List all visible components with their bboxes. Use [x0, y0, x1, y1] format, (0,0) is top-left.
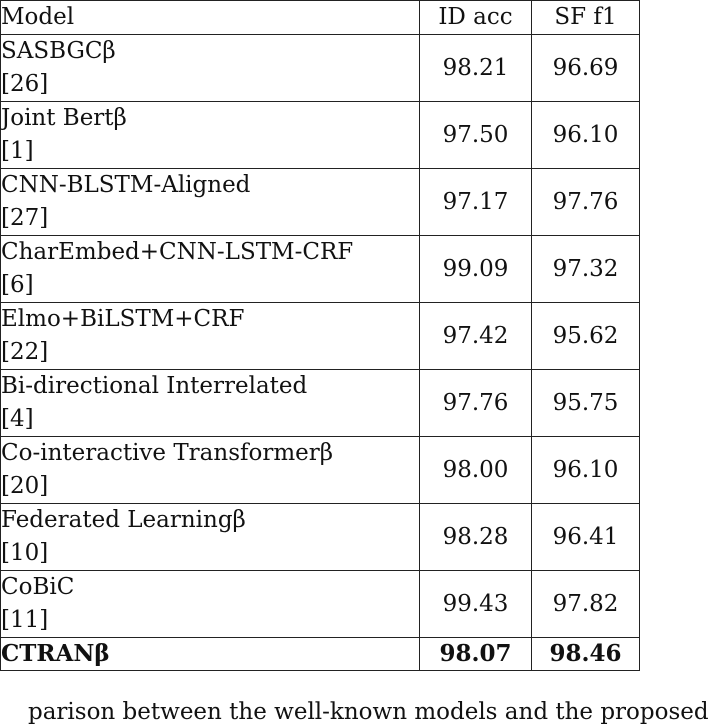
proposed-sf-f1-cell: 98.46	[532, 638, 640, 671]
id-acc-cell: 98.00	[420, 437, 532, 504]
model-name: Elmo+BiLSTM+CRF	[1, 306, 245, 332]
table-row	[1, 102, 640, 169]
model-cell	[1, 370, 420, 437]
model-name: Bi-directional Interrelated	[1, 373, 308, 399]
model-cell	[1, 236, 420, 303]
sf-f1-cell: 96.69	[532, 35, 640, 102]
sf-f1-cell: 95.75	[532, 370, 640, 437]
model-cell	[1, 437, 420, 504]
id-acc-cell: 99.43	[420, 571, 532, 638]
model-cell	[1, 504, 420, 571]
model-ref: [27]	[1, 205, 49, 231]
sf-f1-cell: 96.41	[532, 504, 640, 571]
table-row	[1, 169, 640, 236]
model-ref: [10]	[1, 540, 49, 566]
header-row	[1, 1, 640, 35]
proposed-model-row	[1, 638, 640, 671]
table-row	[1, 236, 640, 303]
model-name: SASBGCβ	[1, 38, 116, 64]
table-row	[1, 571, 640, 638]
model-cell	[1, 35, 420, 102]
model-ref: [6]	[1, 272, 34, 298]
model-name: Joint Bertβ	[1, 105, 127, 131]
model-cell	[1, 571, 420, 638]
model-name: CharEmbed+CNN-LSTM-CRF	[1, 239, 354, 265]
id-acc-cell: 97.17	[420, 169, 532, 236]
model-ref: [11]	[1, 607, 49, 633]
table-row	[1, 504, 640, 571]
model-cell	[1, 169, 420, 236]
model-ref: [20]	[1, 473, 49, 499]
caption-text-fragment: parison between the well-known models and the proposed	[28, 699, 709, 725]
header-id-acc: ID acc	[420, 1, 532, 35]
proposed-id-acc-cell: 98.07	[420, 638, 532, 671]
id-acc-cell: 99.09	[420, 236, 532, 303]
model-cell	[1, 303, 420, 370]
sf-f1-cell: 96.10	[532, 102, 640, 169]
header-sf-f1: SF f1	[532, 1, 640, 35]
table-row	[1, 35, 640, 102]
model-ref: [22]	[1, 339, 49, 365]
id-acc-cell: 97.42	[420, 303, 532, 370]
table-row	[1, 437, 640, 504]
model-name: Co-interactive Transformerβ	[1, 440, 334, 466]
table-row	[1, 370, 640, 437]
sf-f1-cell: 97.76	[532, 169, 640, 236]
id-acc-cell: 98.21	[420, 35, 532, 102]
sf-f1-cell: 97.82	[532, 571, 640, 638]
table-row	[1, 303, 640, 370]
model-name: CNN-BLSTM-Aligned	[1, 172, 251, 198]
id-acc-cell: 97.50	[420, 102, 532, 169]
model-name: CoBiC	[1, 574, 75, 600]
header-model: Model	[1, 1, 420, 35]
model-ref: [26]	[1, 71, 49, 97]
model-ref: [1]	[1, 138, 34, 164]
model-cell	[1, 102, 420, 169]
sf-f1-cell: 96.10	[532, 437, 640, 504]
model-name: Federated Learningβ	[1, 507, 246, 533]
sf-f1-cell: 95.62	[532, 303, 640, 370]
id-acc-cell: 97.76	[420, 370, 532, 437]
proposed-model-name: CTRANβ	[1, 638, 420, 671]
sf-f1-cell: 97.32	[532, 236, 640, 303]
model-ref: [4]	[1, 406, 34, 432]
id-acc-cell: 98.28	[420, 504, 532, 571]
